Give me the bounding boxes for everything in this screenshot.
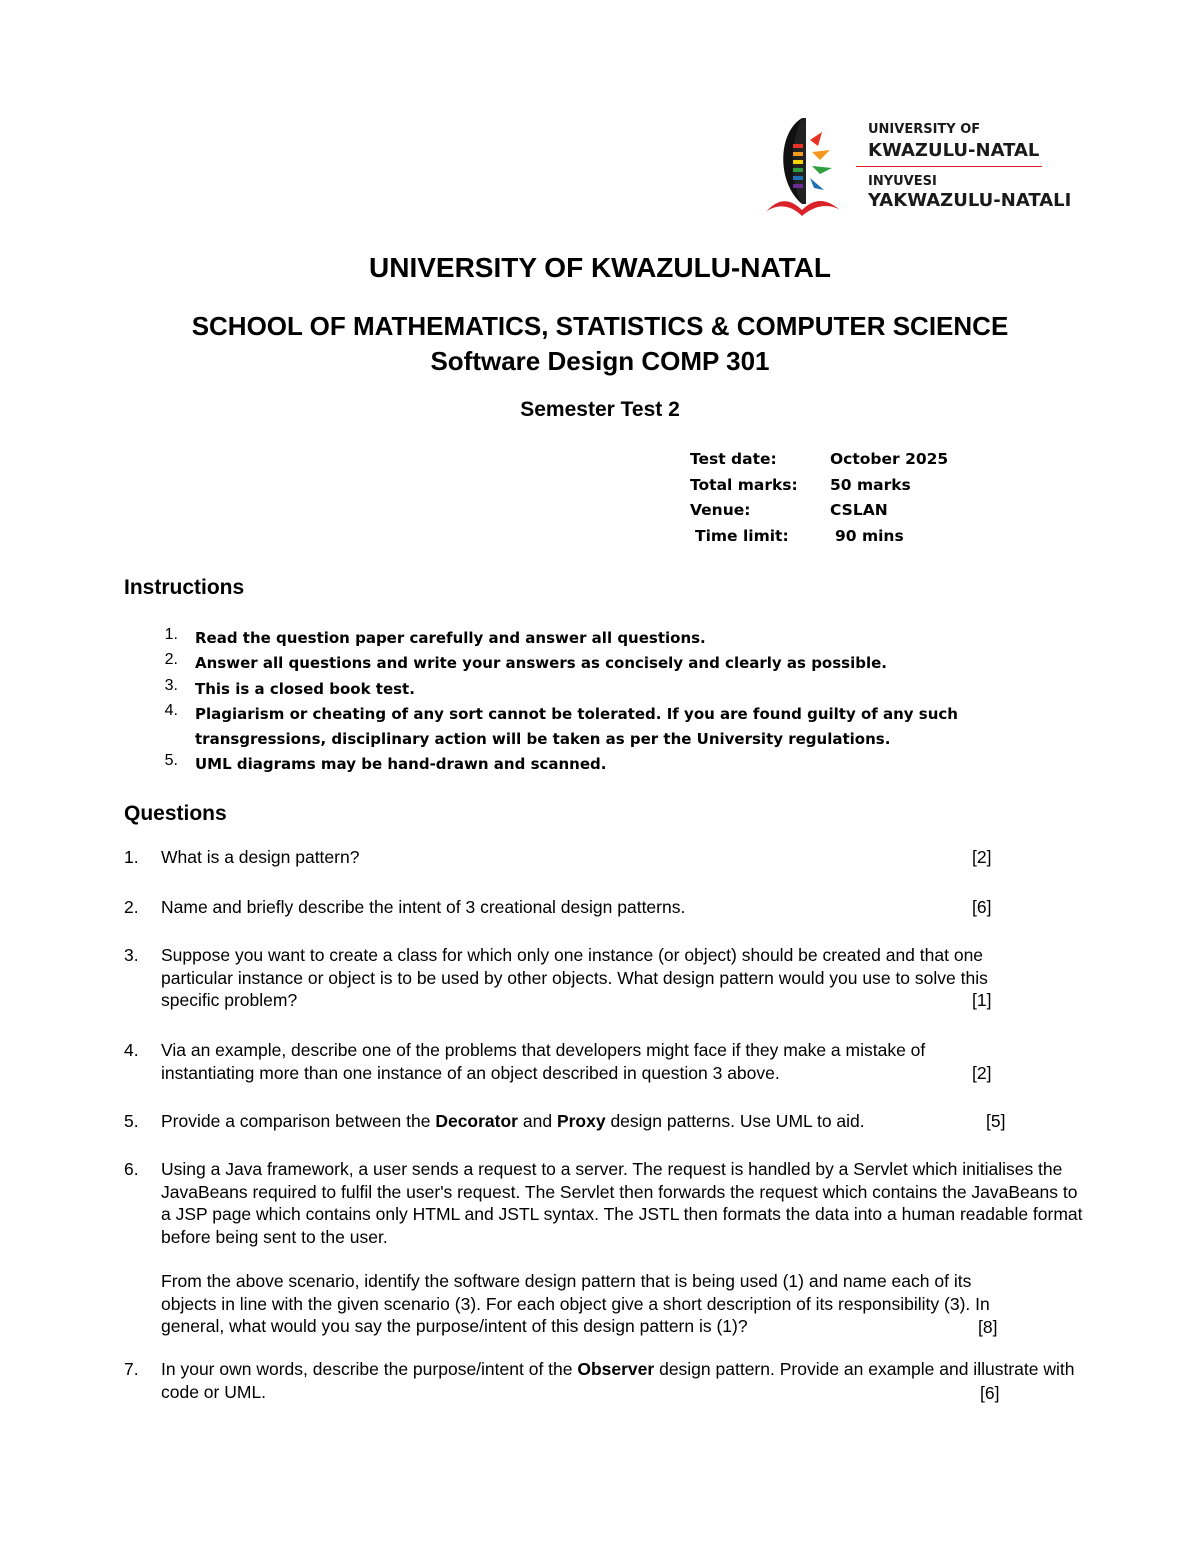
question-text: What is a design pattern? (161, 847, 360, 867)
question-number: 7. (124, 1359, 139, 1379)
question-text (161, 1158, 1091, 1338)
question-text-part: and (518, 1111, 557, 1131)
question-marks: [6] (972, 897, 992, 917)
question-marks: [1] (972, 990, 992, 1010)
instruction-text: Read the question paper carefully and answer all questions. (195, 629, 706, 647)
detail-label: Test date: (690, 450, 777, 468)
school-title: SCHOOL OF MATHEMATICS, STATISTICS & COMPUTER SCIENCE (191, 311, 1009, 341)
test-title: Semester Test 2 (520, 398, 680, 421)
question-text: Suppose you want to create a class for which only one instance (or object) should be created and that one particular instance or object is to be used by other objects. What design pattern would you use to solve this specific problem? (161, 945, 988, 1010)
pattern-name-proxy: Proxy (556, 1111, 606, 1131)
detail-label: Total marks: (690, 476, 798, 494)
question-text (161, 1110, 1091, 1133)
question-marks: [2] (972, 847, 992, 867)
question-marks: [8] (978, 1317, 998, 1337)
questions-heading: Questions (124, 802, 227, 825)
instructions-heading: Instructions (124, 576, 245, 599)
question-number: 5. (124, 1111, 139, 1131)
detail-value: 90 mins (835, 527, 904, 545)
instruction-text: This is a closed book test. (195, 680, 415, 698)
logo-line4: YAKWAZULU-NATALI (868, 190, 1072, 211)
university-title: UNIVERSITY OF KWAZULU-NATAL (369, 252, 831, 283)
instruction-number: 3. (164, 677, 178, 694)
question-text (161, 1358, 1091, 1403)
logo-line2: KWAZULU-NATAL (868, 140, 1040, 161)
question-number: 6. (124, 1159, 139, 1179)
logo-line1: UNIVERSITY OF (868, 122, 981, 137)
logo-divider (856, 166, 1042, 167)
logo-line3: INYUVESI (868, 174, 937, 189)
question-marks: [5] (986, 1111, 1006, 1131)
pattern-name-decorator: Decorator (435, 1111, 518, 1131)
question-marks: [2] (972, 1063, 992, 1083)
instruction-text: UML diagrams may be hand-drawn and scanned. (195, 755, 607, 773)
detail-label: Venue: (690, 501, 751, 519)
question-text-part: design patterns. Use UML to aid. (605, 1111, 865, 1131)
course-title: Software Design COMP 301 (430, 346, 770, 376)
instruction-number: 1. (164, 626, 178, 643)
detail-label: Time limit: (695, 527, 789, 545)
question-number: 1. (124, 847, 139, 867)
instruction-number: 4. (164, 702, 178, 719)
question-paragraph: Using a Java framework, a user sends a request to a server. The request is handled by a Servlet which initialises the JavaBeans required to fulfil the user's request. The Servlet then forwards the request which contains the JavaBeans to a JSP page which contains only HTML and JSTL syntax. The JSTL then formats the data into a human readable format before being sent to the user. (161, 1159, 1083, 1247)
question-number: 4. (124, 1040, 139, 1060)
question-text: Via an example, describe one of the problems that developers might face if they make a mistake of instantiating more than one instance of an object described in question 3 above. (161, 1040, 926, 1083)
instruction-text: Answer all questions and write your answers as concisely and clearly as possible. (195, 654, 887, 672)
pattern-name-observer: Observer (577, 1359, 655, 1379)
shield-emblem-icon (760, 112, 860, 222)
question-text-part: In your own words, describe the purpose/intent of the (161, 1359, 578, 1379)
detail-value: CSLAN (830, 501, 888, 519)
instruction-number: 5. (164, 752, 178, 769)
question-text: Name and briefly describe the intent of 3 creational design patterns. (161, 897, 686, 917)
question-number: 3. (124, 945, 139, 965)
detail-value: October 2025 (830, 450, 949, 468)
question-paragraph: From the above scenario, identify the software design pattern that is being used (1) and name each of its objects in line with the given scenario (3). For each object give a short description of its responsibility (3). In general, what would you say the purpose/intent of this design pattern is (1)? (161, 1271, 990, 1336)
question-text-part: design pattern. Provide an example and illustrate with code or UML. (161, 1359, 1075, 1402)
instruction-number: 2. (164, 651, 178, 668)
question-text-part: Provide a comparison between the (161, 1111, 436, 1131)
detail-value: 50 marks (830, 476, 911, 494)
university-logo (760, 112, 1072, 222)
question-number: 2. (124, 897, 139, 917)
instruction-text: Plagiarism or cheating of any sort cannot be tolerated. If you are found guilty of any such transgressions, disciplinary action will be taken as per the University regulations. (195, 705, 958, 748)
question-marks: [6] (980, 1383, 1000, 1403)
